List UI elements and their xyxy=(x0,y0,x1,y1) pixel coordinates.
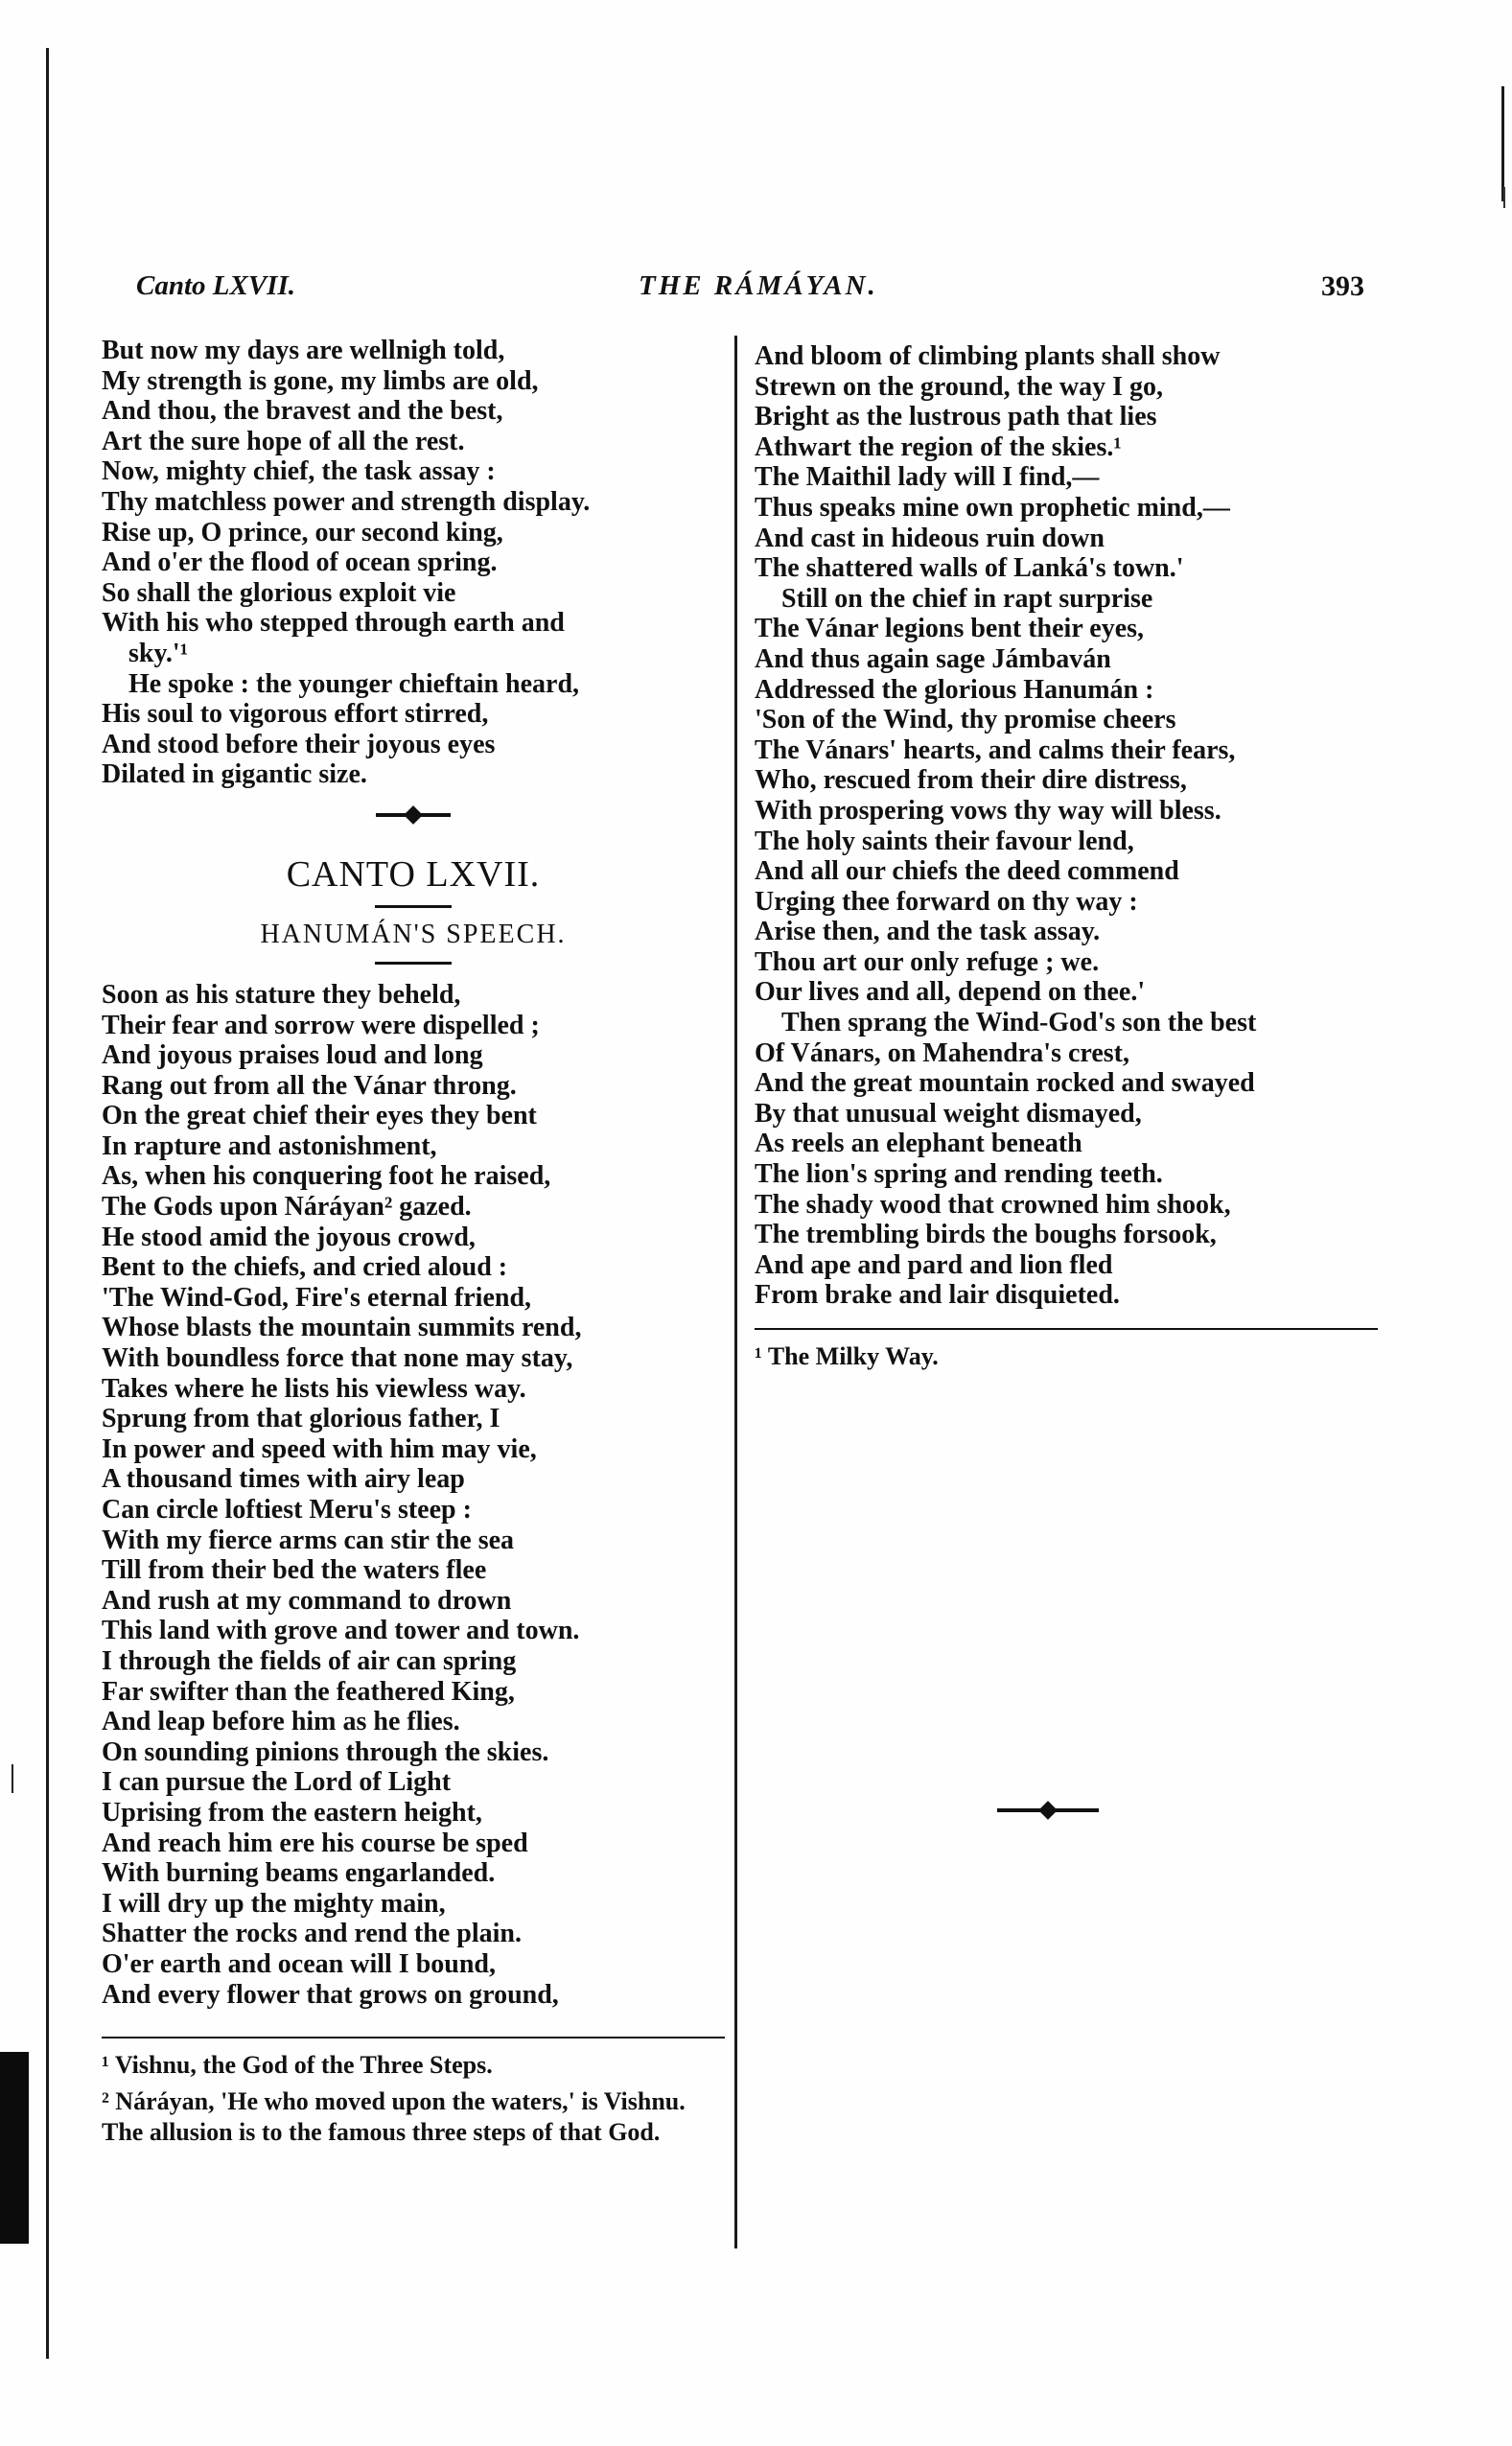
verse-line: The holy saints their favour lend, xyxy=(755,826,1134,856)
footnote: ² Náráyan, 'He who moved upon the waters,' is Vishnu. The allusion is to the famous three steps of that God. xyxy=(102,2087,686,2147)
footnote: ¹ Vishnu, the God of the Three Steps. xyxy=(102,2051,493,2080)
verse-block-speech xyxy=(102,980,725,2010)
verse-line: He spoke : the younger chieftain heard, xyxy=(128,668,580,699)
verse-line: As reels an elephant beneath xyxy=(755,1129,1082,1159)
scan-mark-right xyxy=(1503,187,1505,208)
verse-line: And rush at my command to drown xyxy=(102,1585,512,1616)
verse-line: Urging thee forward on thy way : xyxy=(755,886,1138,917)
verse-line: And every flower that grows on ground, xyxy=(102,1979,559,2010)
verse-line: And bloom of climbing plants shall show xyxy=(755,341,1221,371)
verse-line: The Vánars' hearts, and calms their fears, xyxy=(755,734,1236,765)
verse-line: Our lives and all, depend on thee.' xyxy=(755,977,1146,1008)
verse-line: Thou art our only refuge ; we. xyxy=(755,946,1100,977)
verse-line: Shatter the rocks and rend the plain. xyxy=(102,1919,522,1949)
verse-line: His soul to vigorous effort stirred, xyxy=(102,699,489,730)
ornament-divider-end xyxy=(997,1796,1110,1825)
verse-line: Far swifter than the feathered King, xyxy=(102,1676,515,1707)
verse-line: With burning beams engarlanded. xyxy=(102,1858,496,1889)
verse-line: And reach him ere his course be sped xyxy=(102,1828,528,1858)
verse-line: The shady wood that crowned him shook, xyxy=(755,1189,1231,1220)
verse-line: With boundless force that none may stay, xyxy=(102,1343,573,1374)
verse-line: And joyous praises loud and long xyxy=(102,1040,483,1071)
footnotes xyxy=(102,2050,725,2148)
footnote: ¹ The Milky Way. xyxy=(755,1342,939,1370)
verse-line: With his who stepped through earth and xyxy=(102,608,565,639)
verse-line: And cast in hideous ruin down xyxy=(755,523,1105,553)
verse-line: He stood amid the joyous crowd, xyxy=(102,1222,476,1252)
page-number: 393 xyxy=(1321,270,1364,302)
verse-line: I will dry up the mighty main, xyxy=(102,1888,446,1919)
verse-line: Strewn on the ground, the way I go, xyxy=(755,371,1164,402)
verse-line: 'Son of the Wind, thy promise cheers xyxy=(755,705,1176,735)
verse-line: 'The Wind-God, Fire's eternal friend, xyxy=(102,1282,532,1313)
footnote-rule xyxy=(755,1328,1378,1330)
verse-line: As, when his conquering foot he raised, xyxy=(102,1161,551,1192)
page-edge-right xyxy=(1501,86,1504,201)
verse-line: Till from their bed the waters flee xyxy=(102,1555,487,1586)
verse-line: I can pursue the Lord of Light xyxy=(102,1767,452,1798)
verse-line: Bent to the chiefs, and cried aloud : xyxy=(102,1252,508,1283)
verse-line: Athwart the region of the skies.¹ xyxy=(755,431,1122,462)
verse-line: Dilated in gigantic size. xyxy=(102,759,367,790)
verse-line: And ape and pard and lion fled xyxy=(755,1249,1113,1280)
verse-line: Bright as the lustrous path that lies xyxy=(755,402,1157,432)
page-edge-left xyxy=(46,48,49,2359)
verse-line: The Gods upon Náráyan² gazed. xyxy=(102,1192,472,1223)
verse-line: This land with grove and tower and town. xyxy=(102,1616,580,1646)
verse-line: With prospering vows thy way will bless. xyxy=(755,795,1221,826)
verse-line: And o'er the flood of ocean spring. xyxy=(102,547,498,578)
verse-line: I through the fields of air can spring xyxy=(102,1645,517,1676)
verse-line: Art the sure hope of all the rest. xyxy=(102,426,465,456)
verse-line: In power and speed with him may vie, xyxy=(102,1433,537,1464)
verse-line: Uprising from the eastern height, xyxy=(102,1797,482,1828)
footnotes xyxy=(755,1341,1378,1372)
column-divider xyxy=(734,336,737,2248)
scan-mark xyxy=(12,1764,13,1793)
ornament-diamond xyxy=(1038,1801,1058,1820)
verse-block-top xyxy=(102,336,725,790)
verse-line: Rise up, O prince, our second king, xyxy=(102,517,503,547)
verse-line: Their fear and sorrow were dispelled ; xyxy=(102,1010,540,1040)
canto-title: CANTO LXVII. xyxy=(286,853,541,895)
verse-line: And thus again sage Jámbaván xyxy=(755,643,1111,674)
verse-line: sky.'¹ xyxy=(128,638,189,668)
verse-line: With my fierce arms can stir the sea xyxy=(102,1525,515,1555)
verse-line: In rapture and astonishment, xyxy=(102,1130,437,1161)
verse-line: Thy matchless power and strength display. xyxy=(102,486,591,517)
verse-line: Who, rescued from their dire distress, xyxy=(755,765,1187,796)
ornament-divider xyxy=(102,796,725,834)
verse-line: The Maithil lady will I find,— xyxy=(755,462,1100,493)
verse-line: Still on the chief in rapt surprise xyxy=(781,583,1153,614)
footnote-rule xyxy=(102,2037,725,2038)
verse-line: From brake and lair disquieted. xyxy=(755,1280,1120,1311)
verse-line: Thus speaks mine own prophetic mind,— xyxy=(755,492,1230,523)
scan-shadow-block xyxy=(0,2052,29,2244)
verse-line: O'er earth and ocean will I bound, xyxy=(102,1948,496,1979)
verse-line: By that unusual weight dismayed, xyxy=(755,1098,1142,1129)
verse-line: Whose blasts the mountain summits rend, xyxy=(102,1313,582,1343)
verse-line: And thou, the bravest and the best, xyxy=(102,396,503,427)
verse-block-right xyxy=(755,341,1378,1311)
verse-line: The Vánar legions bent their eyes, xyxy=(755,614,1145,644)
verse-line: A thousand times with airy leap xyxy=(102,1464,465,1495)
verse-line: The lion's spring and rending teeth. xyxy=(755,1159,1163,1190)
subtitle-rule xyxy=(375,962,452,965)
verse-line: Can circle loftiest Meru's steep : xyxy=(102,1495,472,1525)
verse-line: The shattered walls of Lanká's town.' xyxy=(755,553,1184,584)
verse-line: And leap before him as he flies. xyxy=(102,1707,460,1737)
verse-line: Soon as his stature they beheld, xyxy=(102,979,461,1010)
verse-line: Sprung from that glorious father, I xyxy=(102,1404,500,1434)
left-column xyxy=(102,336,725,2154)
verse-line: On the great chief their eyes they bent xyxy=(102,1101,537,1131)
verse-line: Arise then, and the task assay. xyxy=(755,917,1101,947)
verse-line: The trembling birds the boughs forsook, xyxy=(755,1220,1217,1250)
verse-line: Then sprang the Wind-God's son the best xyxy=(781,1008,1257,1038)
running-header-title: THE RÁMÁYAN. xyxy=(639,270,878,301)
verse-line: And stood before their joyous eyes xyxy=(102,729,496,759)
ornament-diamond xyxy=(404,805,423,825)
verse-line: Rang out from all the Vánar throng. xyxy=(102,1070,517,1101)
verse-line: And all our chiefs the deed commend xyxy=(755,856,1179,887)
canto-subtitle: HANUMÁN'S SPEECH. xyxy=(260,919,567,949)
running-header-canto: Canto LXVII. xyxy=(136,270,295,301)
verse-line: Of Vánars, on Mahendra's crest, xyxy=(755,1037,1129,1068)
verse-line: So shall the glorious exploit vie xyxy=(102,577,456,608)
verse-line: Now, mighty chief, the task assay : xyxy=(102,456,496,487)
verse-line: And the great mountain rocked and swayed xyxy=(755,1068,1255,1099)
verse-line: My strength is gone, my limbs are old, xyxy=(102,365,539,396)
title-rule xyxy=(375,905,452,908)
verse-line: But now my days are wellnigh told, xyxy=(102,336,505,365)
verse-line: On sounding pinions through the skies. xyxy=(102,1736,549,1767)
verse-line: Addressed the glorious Hanumán : xyxy=(755,674,1154,705)
right-column xyxy=(755,341,1378,1378)
verse-line: Takes where he lists his viewless way. xyxy=(102,1373,526,1404)
